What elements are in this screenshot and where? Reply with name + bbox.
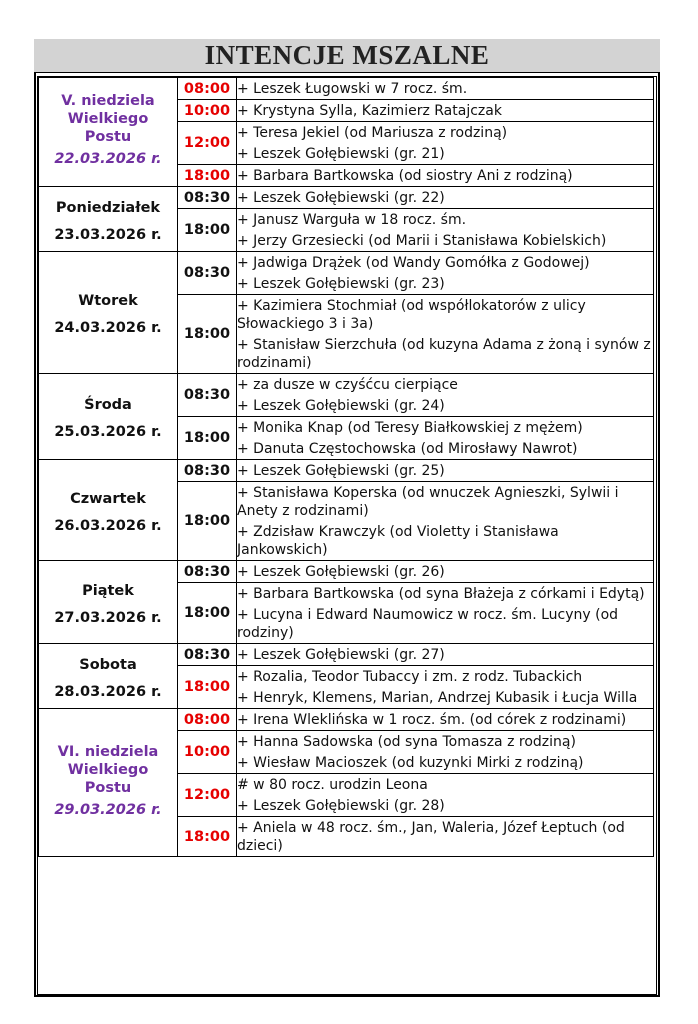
intentions-cell bbox=[237, 482, 654, 561]
mass-time: 08:30 bbox=[178, 252, 237, 295]
intention-text: + Leszek Gołębiewski (gr. 26) bbox=[237, 563, 445, 580]
mass-time: 18:00 bbox=[178, 482, 237, 561]
intentions-cell bbox=[237, 460, 654, 482]
intention-text: + Danuta Częstochowska (od Mirosławy Nawrot) bbox=[237, 440, 578, 457]
mass-time: 18:00 bbox=[178, 817, 237, 857]
intention-text: + Rozalia, Teodor Tubaccy i zm. z rodz. Tubackich bbox=[237, 668, 583, 685]
intention-text: + Jadwiga Drążek (od Wandy Gomółka z Godowej) bbox=[237, 254, 590, 271]
intention-text: + Janusz Warguła w 18 rocz. śm. bbox=[237, 211, 467, 228]
intention-text: + Monika Knap (od Teresy Białkowskiej z mężem) bbox=[237, 419, 583, 436]
intention-text: + Aniela w 48 rocz. śm., Jan, Waleria, Józef Łeptuch (od dzieci) bbox=[237, 819, 625, 854]
mass-time: 18:00 bbox=[178, 209, 237, 252]
intention-text: + Leszek Gołębiewski (gr. 22) bbox=[237, 189, 445, 206]
day-name: VI. niedziela bbox=[57, 743, 159, 760]
mass-time: 18:00 bbox=[178, 417, 237, 460]
intention-text: + Barbara Bartkowska (od siostry Ani z rodziną) bbox=[237, 167, 573, 184]
intentions-cell bbox=[237, 583, 654, 644]
day-cell bbox=[39, 460, 178, 561]
day-date: 23.03.2026 r. bbox=[54, 226, 162, 243]
day-date: 28.03.2026 r. bbox=[54, 683, 162, 700]
mass-time: 08:30 bbox=[178, 187, 237, 209]
intention-text: + Leszek Gołębiewski (gr. 23) bbox=[237, 275, 445, 292]
intention-text: + Kazimiera Stochmiał (od współlokatorów z ulicy Słowackiego 3 i 3a) bbox=[237, 297, 586, 332]
day-name: Środa bbox=[84, 397, 132, 413]
mass-time: 08:30 bbox=[178, 561, 237, 583]
mass-row bbox=[39, 561, 654, 583]
day-name: Piątek bbox=[82, 582, 134, 599]
intentions-cell bbox=[237, 78, 654, 100]
day-cell bbox=[39, 78, 178, 187]
day-cell bbox=[39, 709, 178, 857]
mass-schedule-table bbox=[38, 77, 654, 857]
day-name: Wielkiego bbox=[67, 111, 149, 127]
intention-text: + Leszek Ługowski w 7 rocz. śm. bbox=[237, 80, 468, 97]
intentions-cell bbox=[237, 774, 654, 817]
day-name: Poniedziałek bbox=[55, 199, 161, 216]
title-bar bbox=[34, 39, 660, 72]
day-name: Wielkiego bbox=[67, 761, 149, 778]
intention-text: + Leszek Gołębiewski (gr. 21) bbox=[237, 145, 445, 162]
intentions-cell bbox=[237, 295, 654, 374]
intentions-cell bbox=[237, 817, 654, 857]
intention-text: + Zdzisław Krawczyk (od Violetty i Stanisława Jankowskich) bbox=[237, 523, 559, 558]
intention-text: + Leszek Gołębiewski (gr. 28) bbox=[237, 797, 445, 814]
day-cell bbox=[39, 561, 178, 644]
day-name: Sobota bbox=[79, 656, 137, 673]
intention-text: + Henryk, Klemens, Marian, Andrzej Kubasik i Łucja Willa bbox=[237, 689, 638, 706]
intention-text: + Stanisława Koperska (od wnuczek Agnieszki, Sylwii i Anety z rodzinami) bbox=[237, 484, 619, 519]
day-date: 27.03.2026 r. bbox=[54, 609, 162, 626]
intentions-cell bbox=[237, 252, 654, 295]
mass-time: 08:30 bbox=[178, 460, 237, 482]
day-name: Wtorek bbox=[78, 293, 138, 309]
day-name: Czwartek bbox=[70, 490, 146, 507]
mass-time: 08:30 bbox=[178, 374, 237, 417]
mass-time: 10:00 bbox=[178, 731, 237, 774]
intention-text: + Lucyna i Edward Naumowicz w rocz. śm. Lucyny (od rodziny) bbox=[237, 606, 619, 641]
day-name: Postu bbox=[84, 779, 132, 796]
intention-text: + Krystyna Sylla, Kazimierz Ratajczak bbox=[237, 102, 502, 119]
intentions-cell bbox=[237, 644, 654, 666]
intentions-cell bbox=[237, 417, 654, 460]
mass-row bbox=[39, 374, 654, 417]
intention-text: + Leszek Gołębiewski (gr. 27) bbox=[237, 646, 445, 663]
day-cell bbox=[39, 374, 178, 460]
intentions-cell bbox=[237, 666, 654, 709]
intentions-cell bbox=[237, 374, 654, 417]
intentions-cell bbox=[237, 165, 654, 187]
mass-time: 10:00 bbox=[178, 100, 237, 122]
intentions-cell bbox=[237, 731, 654, 774]
mass-time: 18:00 bbox=[178, 295, 237, 374]
page-title: INTENCJE MSZALNE bbox=[204, 40, 490, 70]
intentions-cell bbox=[237, 709, 654, 731]
intentions-cell bbox=[237, 561, 654, 583]
day-date: 25.03.2026 r. bbox=[54, 424, 162, 440]
mass-time: 18:00 bbox=[178, 165, 237, 187]
intentions-cell bbox=[237, 187, 654, 209]
intention-text: + Leszek Gołębiewski (gr. 25) bbox=[237, 462, 445, 479]
intention-text: # w 80 rocz. urodzin Leona bbox=[237, 776, 428, 793]
day-cell bbox=[39, 644, 178, 709]
mass-row bbox=[39, 709, 654, 731]
intention-text: + Irena Wleklińska w 1 rocz. śm. (od córek z rodzinami) bbox=[237, 711, 627, 728]
mass-row bbox=[39, 78, 654, 100]
intention-text: + Barbara Bartkowska (od syna Błażeja z córkami i Edytą) bbox=[237, 585, 645, 602]
day-date: 29.03.2026 r. bbox=[54, 801, 162, 818]
intention-text: + Leszek Gołębiewski (gr. 24) bbox=[237, 397, 445, 414]
intention-text: + Teresa Jekiel (od Mariusza z rodziną) bbox=[237, 124, 508, 141]
mass-row bbox=[39, 644, 654, 666]
day-name: Postu bbox=[84, 129, 132, 145]
intentions-cell bbox=[237, 100, 654, 122]
intention-text: + Jerzy Grzesiecki (od Marii i Stanisława Kobielskich) bbox=[237, 232, 607, 249]
day-date: 26.03.2026 r. bbox=[54, 517, 162, 534]
day-date: 24.03.2026 r. bbox=[54, 320, 162, 336]
mass-row bbox=[39, 187, 654, 209]
mass-time: 12:00 bbox=[178, 774, 237, 817]
day-name: V. niedziela bbox=[61, 93, 155, 109]
intentions-cell bbox=[237, 122, 654, 165]
day-cell bbox=[39, 252, 178, 374]
day-date: 22.03.2026 r. bbox=[54, 151, 162, 167]
intentions-cell bbox=[237, 209, 654, 252]
mass-time: 18:00 bbox=[178, 583, 237, 644]
mass-row bbox=[39, 460, 654, 482]
intention-text: + Stanisław Sierzchuła (od kuzyna Adama z żoną i synów z rodzinami) bbox=[237, 336, 651, 371]
mass-time: 08:30 bbox=[178, 644, 237, 666]
mass-row bbox=[39, 252, 654, 295]
day-cell bbox=[39, 187, 178, 252]
intention-text: + Hanna Sadowska (od syna Tomasza z rodziną) bbox=[237, 733, 576, 750]
mass-time: 18:00 bbox=[178, 666, 237, 709]
mass-time: 08:00 bbox=[178, 709, 237, 731]
mass-time: 08:00 bbox=[178, 78, 237, 100]
intention-text: + za dusze w czyśćcu cierpiące bbox=[237, 376, 458, 393]
mass-time: 12:00 bbox=[178, 122, 237, 165]
intention-text: + Wiesław Macioszek (od kuzynki Mirki z rodziną) bbox=[237, 754, 584, 771]
